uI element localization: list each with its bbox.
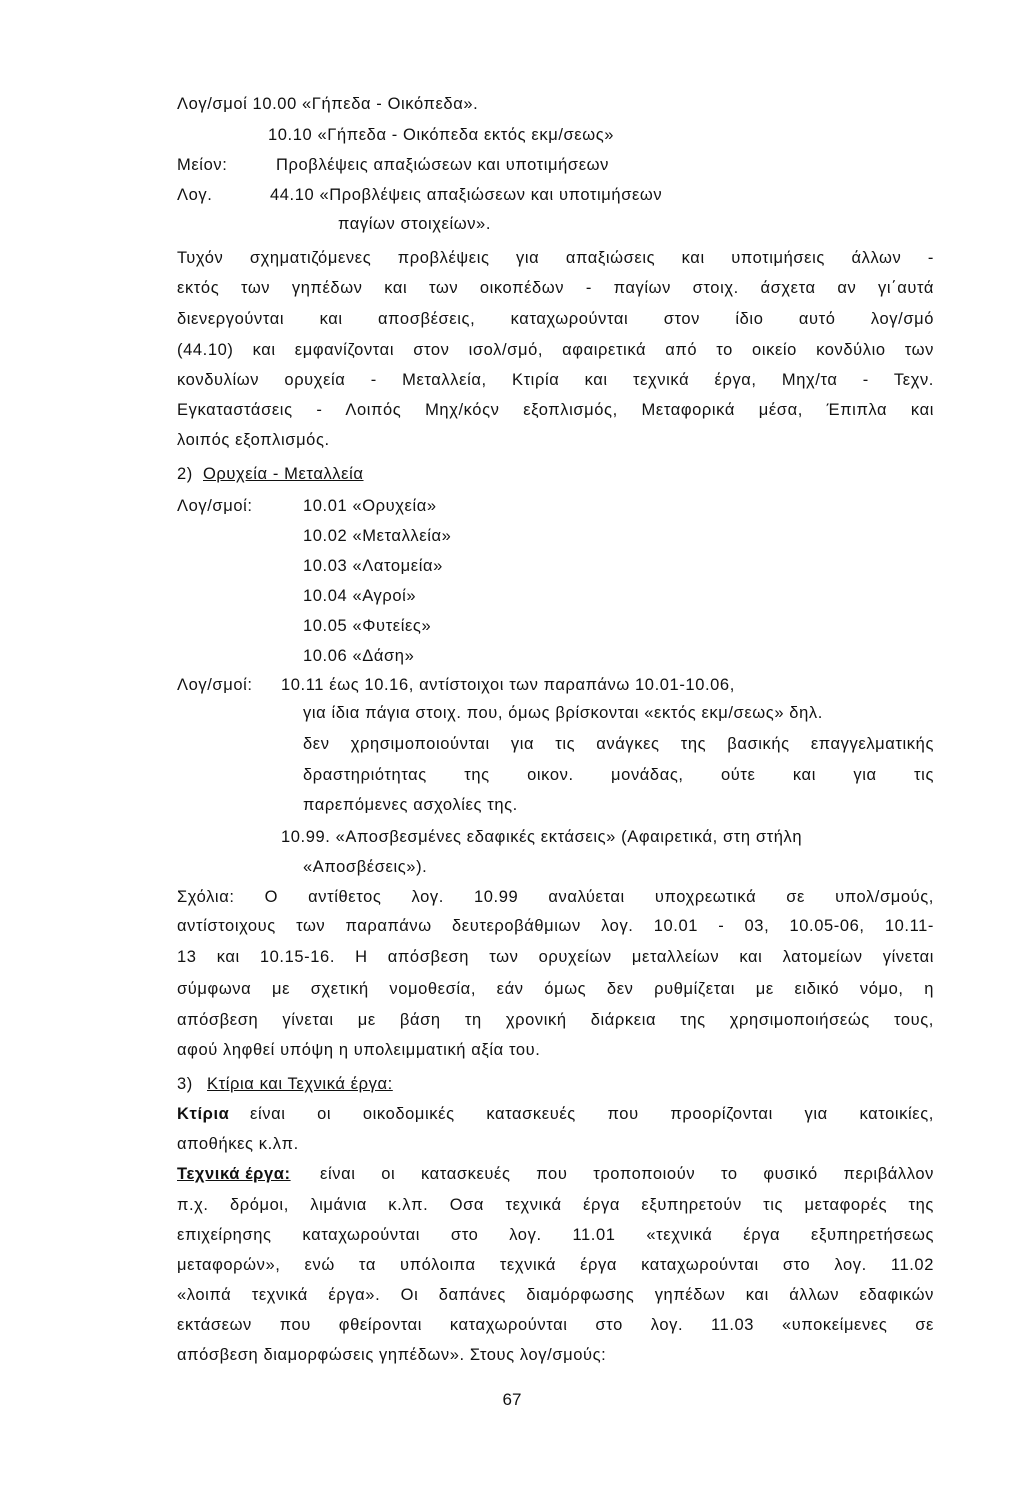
works-line: μεταφορών», ενώ τα υπόλοιπα τεχνικά έργα καταχωρούνται στο λογ. 11.02 <box>177 1256 934 1274</box>
section2-accounts2-label: Λογ/σμοί: <box>177 676 253 694</box>
notes-line: απόσβεση γίνεται με βάση τη χρονική διάρκεια της χρησιμοποιήσεώς τους, <box>177 1011 934 1029</box>
works-term: Τεχνικά έργα: <box>177 1165 291 1183</box>
account-item: 10.05 «Φυτείες» <box>303 617 432 635</box>
section2-accounts-label: Λογ/σμοί: <box>177 497 253 515</box>
accounts2-line: παρεπόμενες ασχολίες της. <box>303 796 518 814</box>
account-item: 10.06 «Δάση» <box>303 647 415 665</box>
works-line: «λοιπά τεχνικά έργα». Οι δαπάνες διαμόρφωσης γηπέδων και άλλων εδαφικών <box>177 1286 934 1304</box>
para1-line: εκτός των γηπέδων και των οικοπέδων - παγίων στοιχ. άσχετα αν γι΄αυτά <box>177 279 934 297</box>
header-line-4-text: 44.10 «Προβλέψεις απαξιώσεων και υποτιμήσεων <box>270 186 663 204</box>
para1-line: Εγκαταστάσεις - Λοιπός Μηχ/κόςν εξοπλισμός, Μεταφορικά μέσα, Έπιπλα και <box>177 401 934 419</box>
header-line-3-label: Μείον: <box>177 156 228 174</box>
header-line-1: Λογ/σμοί 10.00 «Γήπεδα - Οικόπεδα». <box>177 95 479 113</box>
account-item: 10.04 «Αγροί» <box>303 587 417 605</box>
para1-line: Τυχόν σχηματιζόμενες προβλέψεις για απαξιώσεις και υποτιμήσεις άλλων - <box>177 249 934 267</box>
section3-title: Κτίρια και Τεχνικά έργα: <box>207 1075 393 1093</box>
para1-line: κονδυλίων ορυχεία - Μεταλλεία, Κτιρία και τεχνικά έργα, Μηχ/τα - Τεχν. <box>177 371 934 389</box>
notes-line: αντίστοιχους των παραπάνω δευτεροβάθμιων λογ. 10.01 - 03, 10.05-06, 10.11- <box>177 917 934 935</box>
header-line-2: 10.10 «Γήπεδα - Οικόπεδα εκτός εκμ/σεως» <box>268 126 615 144</box>
section3-number: 3) <box>177 1075 193 1093</box>
buildings-line2: αποθήκες κ.λπ. <box>177 1135 299 1153</box>
account-item: 10.02 «Μεταλλεία» <box>303 527 452 545</box>
account-10-99-line2: «Αποσβέσεις»). <box>303 858 428 876</box>
header-line-3-text: Προβλέψεις απαξιώσεων και υποτιμήσεων <box>276 156 610 174</box>
buildings-term: Κτίρια <box>177 1105 230 1123</box>
section2-title: Ορυχεία - Μεταλλεία <box>203 465 364 483</box>
works-line: εκτάσεων που φθείρονται καταχωρούνται στο λογ. 11.03 «υποκείμενες σε <box>177 1316 934 1334</box>
accounts2-line: δεν χρησιμοποιούνται για τις ανάγκες της βασικής επαγγελματικής <box>303 735 934 753</box>
header-line-5: παγίων στοιχείων». <box>338 215 492 233</box>
account-10-99-line1: 10.99. «Αποσβεσμένες εδαφικές εκτάσεις» (Αφαιρετικά, στη στήλη <box>281 828 803 846</box>
section2-number: 2) <box>177 465 193 483</box>
works-line1: είναι οι κατασκευές που τροποποιούν το φυσικό περιβάλλον <box>320 1165 934 1183</box>
para1-line: διενεργούνται και αποσβέσεις, καταχωρούνται στον ίδιο αυτό λογ/σμό <box>177 310 934 328</box>
works-line-last: απόσβεση διαμορφώσεις γηπέδων». Στους λογ/σμούς: <box>177 1346 607 1364</box>
account-item: 10.03 «Λατομεία» <box>303 557 443 575</box>
works-line: π.χ. δρόμοι, λιμάνια κ.λπ. Οσα τεχνικά έργα εξυπηρετούν τις μεταφορές της <box>177 1196 934 1214</box>
header-line-4-label: Λογ. <box>177 186 213 204</box>
works-line: επιχείρησης καταχωρούνται στο λογ. 11.01 «τεχνικά έργα εξυπηρετήσεως <box>177 1226 934 1244</box>
notes-line: 13 και 10.15-16. Η απόσβεση των ορυχείων μεταλλείων και λατομείων γίνεται <box>177 948 934 966</box>
buildings-line1: είναι οι οικοδομικές κατασκευές που προορίζονται για κατοικίες, <box>250 1105 934 1123</box>
page-number: 67 <box>502 1390 522 1409</box>
notes-line: Σχόλια: Ο αντίθετος λογ. 10.99 αναλύεται υποχρεωτικά σε υπολ/σμούς, <box>177 888 934 906</box>
para1-line: (44.10) και εμφανίζονται στον ισολ/σμό, αφαιρετικά από το οικείο κονδύλιο των <box>177 341 934 359</box>
account-item: 10.01 «Ορυχεία» <box>303 497 437 515</box>
notes-line: αφού ληφθεί υπόψη η υπολειμματική αξία του. <box>177 1041 541 1059</box>
accounts2-line: δραστηριότητας της οικον. μονάδας, ούτε και για τις <box>303 766 934 784</box>
section2-accounts2-line1: 10.11 έως 10.16, αντίστοιχοι των παραπάνω 10.01-10.06, <box>281 676 735 694</box>
notes-line: σύμφωνα με σχετική νομοθεσία, εάν όμως δεν ρυθμίζεται με ειδικό νόμο, η <box>177 980 934 998</box>
para1-line: λοιπός εξοπλισμός. <box>177 431 330 449</box>
accounts2-line: για ίδια πάγια στοιχ. που, όμως βρίσκονται «εκτός εκμ/σεως» δηλ. <box>303 704 823 722</box>
